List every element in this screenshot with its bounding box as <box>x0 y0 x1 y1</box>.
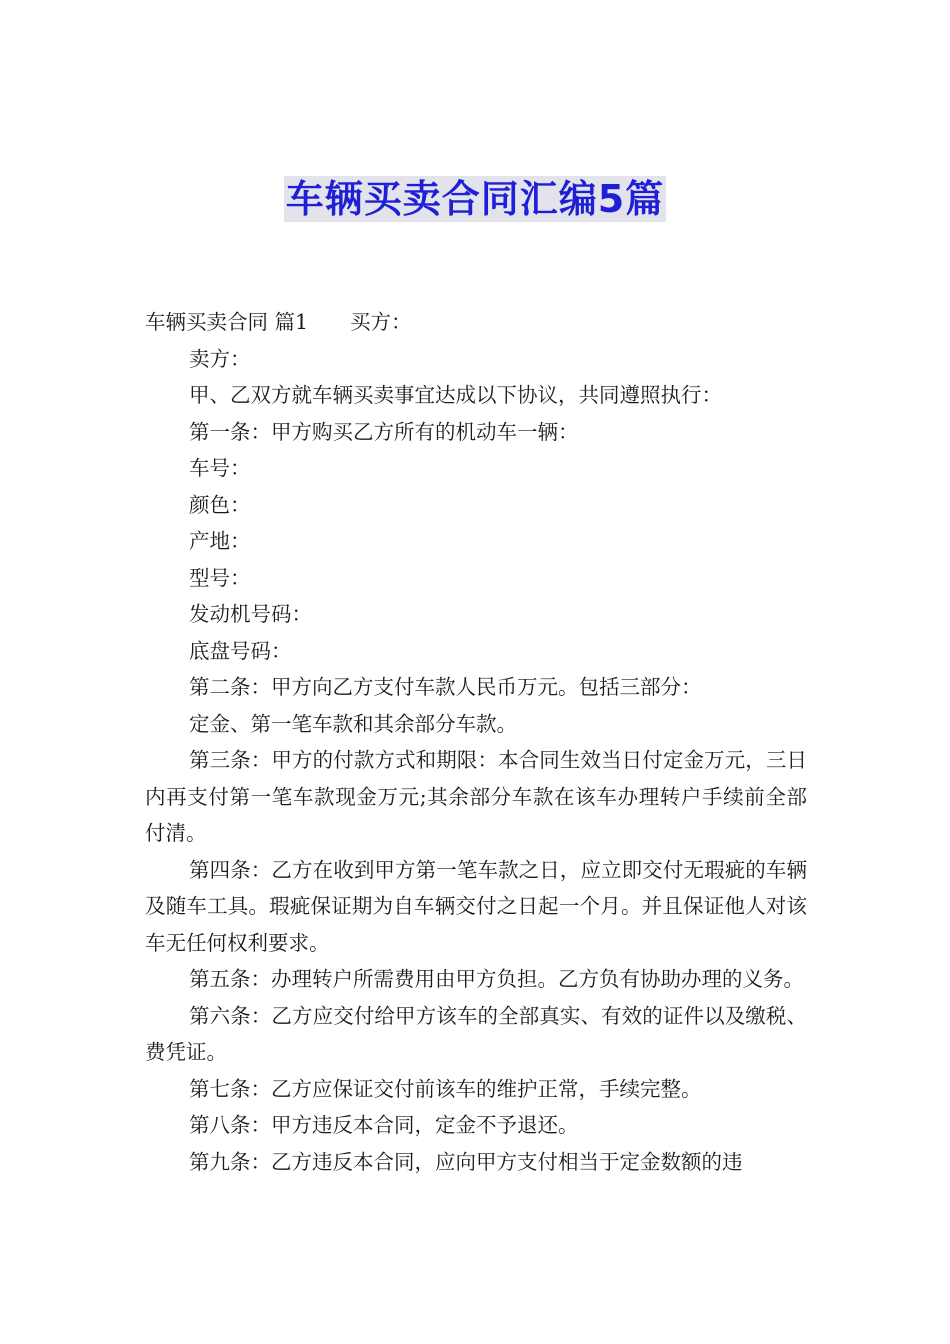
article-8: 第八条：甲方违反本合同，定金不予退还。 <box>189 1113 579 1137</box>
buyer-label: 买方： <box>350 310 412 334</box>
document-title-text: 车辆买卖合同汇编5篇 <box>285 177 665 221</box>
seller-label: 卖方： <box>189 346 251 371</box>
article-2-line-1: 第二条：甲方向乙方支付车款人民币万元。包括三部分： <box>189 675 702 699</box>
field-chassis-number: 底盘号码： <box>189 638 292 663</box>
article-4: 第四条：乙方在收到甲方第一笔车款之日，应立即交付无瑕疵的车辆及随车工具。瑕疵保证期为自车辆交付之日起一个月。并且保证他人对该车无任何权利要求。 <box>145 857 807 955</box>
intro-paragraph: 甲、乙双方就车辆买卖事宜达成以下协议，共同遵照执行： <box>189 383 722 407</box>
field-plate-number: 车号： <box>189 456 251 480</box>
article-3: 第三条：甲方的付款方式和期限：本合同生效当日付定金万元，三日内再支付第一笔车款现金万元;其余部分车款在该车办理转户手续前全部付清。 <box>145 748 807 845</box>
field-model: 型号： <box>189 565 251 590</box>
article-7: 第七条：乙方应保证交付前该车的维护正常，手续完整。 <box>189 1076 702 1101</box>
article-5: 第五条：办理转户所需费用由甲方负担。乙方负有协助办理的义务。 <box>189 967 804 991</box>
article-1: 第一条：甲方购买乙方所有的机动车一辆： <box>189 419 579 444</box>
field-color: 颜色： <box>189 492 251 517</box>
article-2-line-2: 定金、第一笔车款和其余部分车款。 <box>189 711 517 736</box>
document-body <box>145 304 807 1180</box>
section-heading: 车辆买卖合同 篇1 <box>145 310 309 334</box>
document-title <box>0 176 950 222</box>
article-9: 第九条：乙方违反本合同，应向甲方支付相当于定金数额的违 <box>189 1149 743 1174</box>
field-origin: 产地： <box>189 529 251 553</box>
field-engine-number: 发动机号码： <box>189 602 312 626</box>
article-6: 第六条：乙方应交付给甲方该车的全部真实、有效的证件以及缴税、费凭证。 <box>145 1003 807 1064</box>
section-heading-row <box>145 304 807 341</box>
